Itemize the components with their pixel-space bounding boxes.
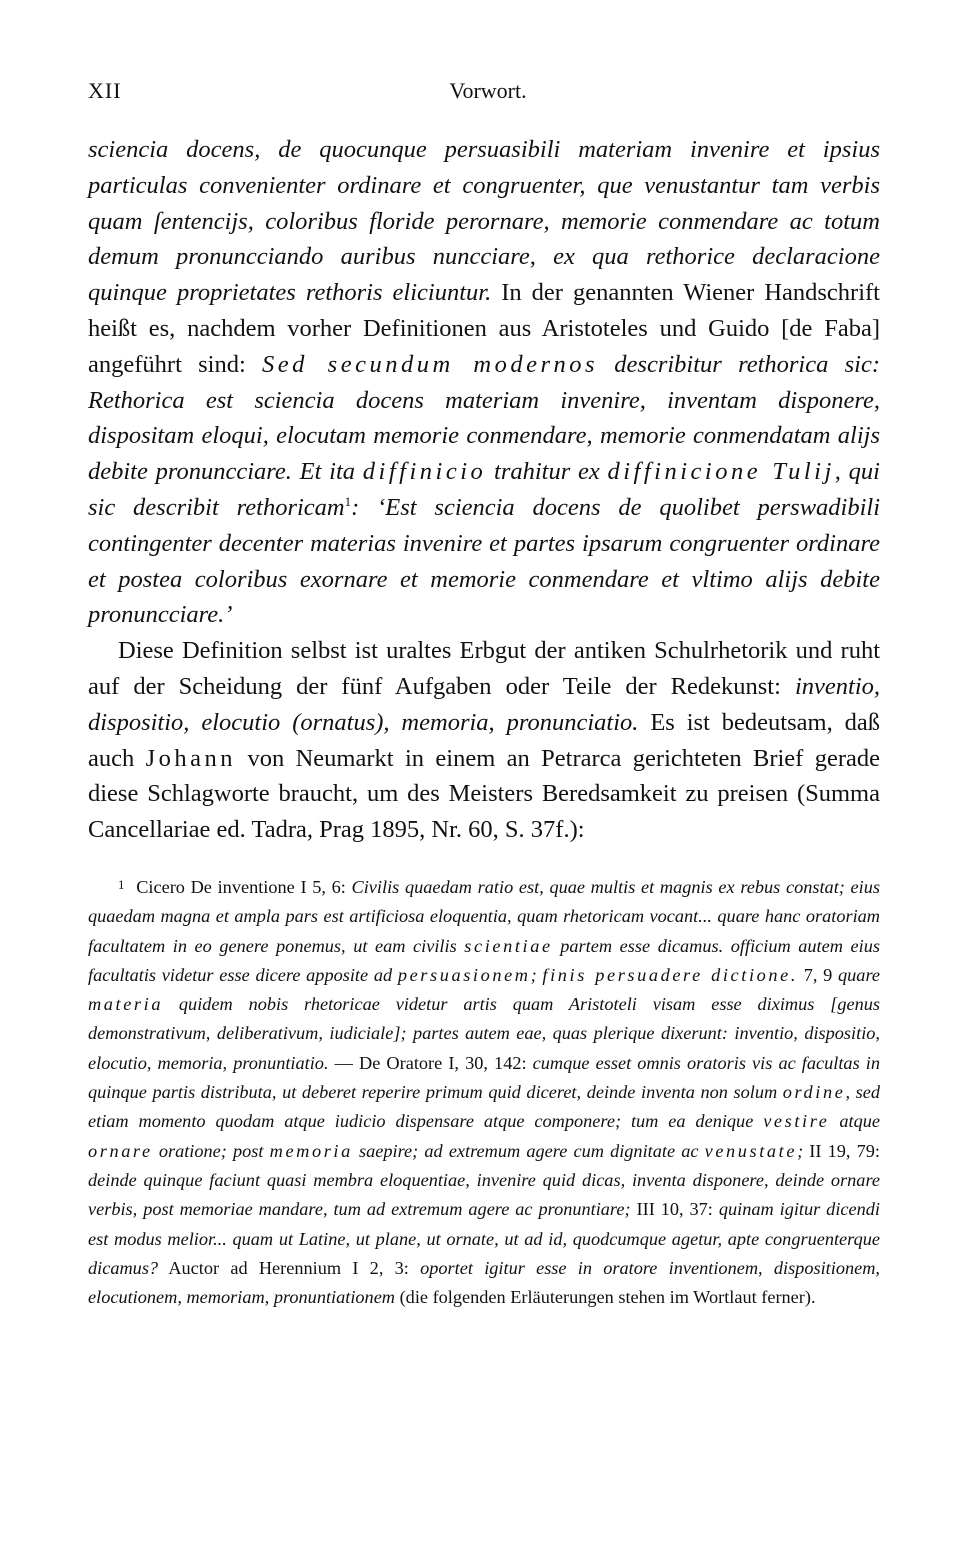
spaced-italic-text: diffinicio xyxy=(362,458,487,486)
spaced-italic-text: persuasionem xyxy=(397,964,531,985)
text-run: Cicero De inventione I 5, 6: xyxy=(136,877,352,897)
text-run: Auctor ad Herennium I 2, 3: xyxy=(158,1257,421,1278)
italic-text: atque xyxy=(829,1111,881,1132)
text-run: In der genannten Wiener Handschrift heißt es, nachdem vorher Definitionen aus Aristoteles und Guido [de Faba] angeführt sind: xyxy=(88,279,880,378)
italic-text: : ‘Est sciencia docens de quolibet perswadibili contingenter decenter materias invenire et partes ipsarum congruenter ordinare et postea coloribus exornare et memorie conmendare et vltimo alijs debite pronuncciare.’ xyxy=(88,493,881,629)
italic-text: sciencia docens, de quocunque persuasibili materiam invenire et ipsius particulas convenienter ordinare et congruenter, que venustantur tam verbis quam ſentencijs, coloribus floride perornare, memorie conmendare ac totum demum pronuncciando auribus nuncciare, ex qua rethorice declaracione quinque proprietates rethoris eliciuntur. xyxy=(88,136,880,307)
italic-text: Civilis quaedam ratio est, quae multis et magnis ex rebus constat; eius quaedam magna et ampla pars est artificiosa eloquentia, quam rhetoricam vocant... quare hanc oratoriam facultatem in eo genere ponemus, ut eam civilis xyxy=(88,877,880,956)
italic-text: inventio, dispositio, elocutio (ornatus), memoria, pronunciatio. xyxy=(88,672,880,736)
spaced-italic-text: ordine xyxy=(782,1082,846,1103)
italic-text: oportet igitur esse in oratore inventionem, dispositionem, elocutionem, memoriam, pronuntiationem xyxy=(88,1257,880,1308)
italic-text: quidem nobis rhetoricae videtur artis quam Aristoteli visam esse diximus [genus demonstrativum, deliberativum, iudiciale]; partes autem eae, quas plerique dixerunt: inventio, dispositio, elocutio, memoria, pronuntiatio. xyxy=(88,994,880,1073)
italic-text: saepire; ad extremum agere cum dignitate ac xyxy=(352,1140,705,1161)
spaced-italic-text: Sed secundum modernos xyxy=(262,350,599,378)
text-run: III 10, 37: xyxy=(630,1199,719,1220)
italic-text: cumque esset omnis oratoris vis ac facultas in quinque partis distributa, ut deberet reperire primum quid diceret, deinde inventa non solum xyxy=(88,1052,880,1103)
spaced-italic-text: finis persuadere dictione. xyxy=(542,964,798,985)
text-run: 7, 9 xyxy=(797,964,839,985)
spaced-italic-text: scientiae xyxy=(464,935,553,956)
italic-text: ; xyxy=(530,964,543,985)
running-title: Vorwort. xyxy=(449,78,527,103)
spaced-text: Johann xyxy=(145,744,237,772)
footnote-reference: 1 xyxy=(344,493,352,509)
spaced-italic-text: vestire xyxy=(763,1111,830,1132)
italic-text: quare xyxy=(838,964,880,985)
spaced-italic-text: ornare xyxy=(88,1140,153,1161)
spaced-italic-text: materia xyxy=(88,994,164,1015)
spaced-italic-text: diffinicione Tulij xyxy=(607,458,835,486)
footnotes xyxy=(88,870,880,1312)
italic-text: deinde quinque faciunt quasi membra eloquentiae, invenire quid dicas, inventa disponere, deinde ornare verbis, post memoriae mandare, tum ad extremum agere ac pronuntiare; xyxy=(88,1169,880,1220)
paragraph xyxy=(88,633,880,848)
text-run: Es ist bedeutsam, daß auch xyxy=(88,708,881,772)
footnote-marker: 1 xyxy=(118,877,125,892)
text-run: Diese Definition selbst ist uraltes Erbgut der antiken Schulrhetorik und ruht auf der Scheidung der fünf Aufgaben oder Teile der Redekunst: xyxy=(88,637,880,700)
text-run: — De Oratore I, 30, 142: xyxy=(328,1052,533,1073)
spaced-italic-text: memoria xyxy=(269,1140,353,1161)
paragraph xyxy=(88,132,880,633)
italic-text: , sed etiam momento quodam atque iudicio dispensare atque componere; tum ea denique xyxy=(88,1082,880,1132)
italic-text: , qui sic describit rethoricam xyxy=(88,458,880,521)
text-run: II 19, 79: xyxy=(803,1140,880,1161)
italic-text: trahitur ex xyxy=(486,458,608,486)
text-run: (die folgenden Erläuterungen stehen im Wortlaut ferner). xyxy=(395,1287,816,1308)
italic-text: ; xyxy=(797,1140,804,1161)
italic-text: quinam igitur dicendi est modus melior... quam ut Latine, ut plane, ut ornate, ut ad id, quodcumque agetur, apte congruenterque dicamus? xyxy=(88,1199,880,1278)
footnote xyxy=(88,870,880,1312)
italic-text: oratione; post xyxy=(152,1140,270,1161)
main-text xyxy=(88,132,880,848)
page-header xyxy=(88,78,888,112)
spaced-italic-text: venustate xyxy=(704,1140,798,1161)
italic-text: partem esse dicamus. officium autem eius facultatis videtur esse dicere apposite ad xyxy=(88,935,880,985)
text-run: von Neumarkt in einem an Petrarca gerichteten Brief gerade diese Schlagworte braucht, um des Meisters Beredsamkeit zu preisen (Summa Cancellariae ed. Tadra, Prag 1895, Nr. 60, S. 37f.): xyxy=(88,744,881,844)
italic-text: describitur rethorica sic: Rethorica est sciencia docens materiam invenire, inventam disponere, dispositam eloqui, elocutam memorie conmendare, memorie conmendatam alijs debite pronuncciare. Et ita xyxy=(88,350,880,486)
page-number: XII xyxy=(88,78,122,103)
